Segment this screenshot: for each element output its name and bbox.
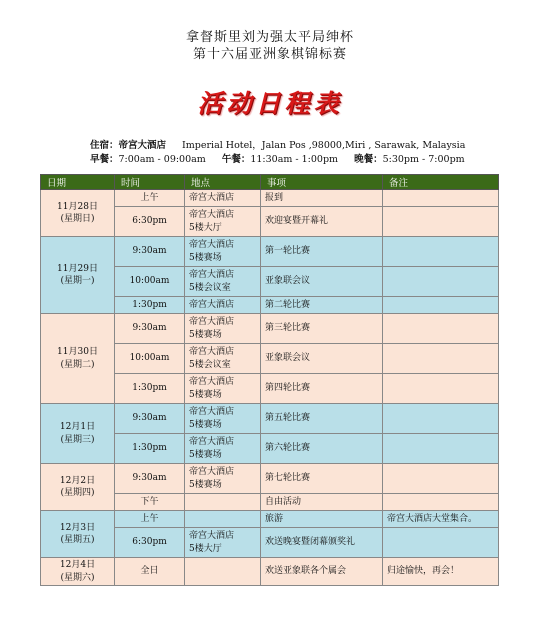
weekday-text: (星期五) bbox=[60, 535, 95, 545]
time-cell: 9:30am bbox=[115, 237, 185, 267]
breakfast-time: 7:00am - 09:00am bbox=[118, 154, 206, 165]
note-cell bbox=[383, 434, 499, 464]
note-cell bbox=[383, 237, 499, 267]
location-cell bbox=[185, 297, 261, 314]
note-cell bbox=[383, 528, 499, 558]
schedule-body bbox=[41, 190, 499, 586]
lunch-label: 午餐： bbox=[221, 154, 251, 165]
time-cell: 下午 bbox=[115, 494, 185, 511]
date-cell bbox=[41, 511, 115, 558]
note-cell bbox=[383, 267, 499, 297]
schedule-banner: 活动日程表 bbox=[197, 89, 343, 118]
date-text: 11月28日 bbox=[57, 201, 98, 212]
location-cell bbox=[185, 207, 261, 237]
date-text: 11月30日 bbox=[57, 347, 98, 357]
location-line-2: 5楼赛场 bbox=[189, 449, 222, 460]
header-date: 日期 bbox=[41, 175, 115, 190]
time-cell: 6:30pm bbox=[115, 528, 185, 558]
location-cell bbox=[185, 464, 261, 494]
header-time: 时间 bbox=[115, 175, 185, 190]
time-cell: 9:30am bbox=[115, 404, 185, 434]
location-line-1: 帝宫大酒店 bbox=[189, 347, 235, 357]
breakfast-label: 早餐： bbox=[90, 154, 119, 165]
event-cell: 自由活动 bbox=[261, 494, 383, 511]
header-location: 地点 bbox=[185, 175, 261, 190]
time-cell: 全日 bbox=[115, 558, 185, 586]
lunch-time: 11:30am - 1:00pm bbox=[250, 154, 339, 165]
date-cell bbox=[41, 404, 115, 464]
date-cell bbox=[41, 237, 115, 314]
meals-line bbox=[90, 151, 465, 165]
location-cell bbox=[185, 267, 261, 297]
table-header-row bbox=[41, 175, 499, 190]
date-text: 12月3日 bbox=[59, 522, 96, 533]
location-line-2: 5楼会议室 bbox=[189, 359, 231, 370]
location-cell bbox=[185, 314, 261, 344]
date-text: 11月29日 bbox=[57, 263, 98, 274]
date-text: 12月4日 bbox=[59, 560, 96, 570]
time-cell: 上午 bbox=[115, 190, 185, 207]
time-cell: 10:00am bbox=[115, 267, 185, 297]
event-cell: 第四轮比赛 bbox=[261, 374, 383, 404]
time-cell: 上午 bbox=[115, 511, 185, 528]
header-event: 事项 bbox=[261, 175, 383, 190]
time-cell: 1:30pm bbox=[115, 297, 185, 314]
note-cell bbox=[383, 494, 499, 511]
location-line-1: 帝宫大酒店 bbox=[189, 210, 235, 220]
location-cell bbox=[185, 190, 261, 207]
location-line-2: 5楼会议室 bbox=[189, 282, 231, 293]
location-line-1: 帝宫大酒店 bbox=[189, 317, 235, 327]
note-cell bbox=[383, 404, 499, 434]
header-note: 备注 bbox=[383, 175, 499, 190]
lodging-label: 住宿： bbox=[90, 140, 119, 151]
location-cell bbox=[185, 434, 261, 464]
weekday-text: (星期四) bbox=[60, 488, 95, 498]
date-text: 12月2日 bbox=[59, 475, 96, 486]
location-cell bbox=[185, 404, 261, 434]
location-line-1: 帝宫大酒店 bbox=[189, 377, 235, 387]
date-cell bbox=[41, 464, 115, 511]
event-cell: 欢迎宴暨开幕礼 bbox=[261, 207, 383, 237]
dinner-time: 5:30pm - 7:00pm bbox=[382, 154, 465, 165]
event-cell: 欢送晚宴暨闭幕颁奖礼 bbox=[261, 528, 383, 558]
table-row bbox=[41, 558, 499, 586]
event-cell: 旅游 bbox=[261, 511, 383, 528]
table-row bbox=[41, 237, 499, 267]
lodging-cn: 帝宫大酒店 bbox=[118, 140, 167, 151]
table-row bbox=[41, 314, 499, 344]
location-line-2: 5楼赛场 bbox=[189, 479, 222, 490]
title-line-2: 第十六届亚洲象棋锦标赛 bbox=[192, 47, 347, 62]
event-cell: 亚象联会议 bbox=[261, 344, 383, 374]
event-cell: 第七轮比赛 bbox=[261, 464, 383, 494]
weekday-text: (星期一) bbox=[60, 276, 95, 286]
dinner-label: 晚餐： bbox=[354, 154, 383, 165]
title-line-1: 拿督斯里刘为强太平局绅杯 bbox=[185, 30, 354, 45]
time-cell: 1:30pm bbox=[115, 434, 185, 464]
note-cell bbox=[383, 374, 499, 404]
location-line-1: 帝宫大酒店 bbox=[189, 192, 235, 203]
location-line-2: 5楼赛场 bbox=[189, 419, 222, 430]
time-cell: 10:00am bbox=[115, 344, 185, 374]
location-line-1: 帝宫大酒店 bbox=[189, 270, 235, 280]
location-cell bbox=[185, 374, 261, 404]
location-cell bbox=[185, 237, 261, 267]
event-cell: 第一轮比赛 bbox=[261, 237, 383, 267]
time-cell: 1:30pm bbox=[115, 374, 185, 404]
note-cell bbox=[383, 344, 499, 374]
weekday-text: (星期三) bbox=[60, 434, 95, 445]
table-row bbox=[41, 404, 499, 434]
event-cell: 第三轮比赛 bbox=[261, 314, 383, 344]
location-line-1: 帝宫大酒店 bbox=[189, 531, 235, 541]
event-cell: 欢送亚象联各个属会 bbox=[261, 558, 383, 586]
weekday-text: (星期二) bbox=[60, 359, 95, 370]
location-cell bbox=[185, 528, 261, 558]
location-line-1: 帝宫大酒店 bbox=[189, 299, 235, 310]
weekday-text: (星期六) bbox=[60, 572, 95, 583]
location-cell bbox=[185, 494, 261, 511]
note-cell: 归途愉快，再会！ bbox=[383, 558, 499, 586]
note-cell bbox=[383, 314, 499, 344]
event-cell: 第五轮比赛 bbox=[261, 404, 383, 434]
event-cell: 第二轮比赛 bbox=[261, 297, 383, 314]
location-line-1: 帝宫大酒店 bbox=[189, 437, 235, 447]
schedule-table bbox=[40, 174, 499, 586]
date-text: 12月1日 bbox=[59, 422, 96, 432]
table-row bbox=[41, 190, 499, 207]
weekday-text: (星期日) bbox=[60, 214, 95, 224]
lodging-en: Imperial Hotel，Jalan Pos ,98000,Miri , Sarawak, Malaysia bbox=[182, 140, 466, 151]
lodging-line bbox=[90, 137, 465, 151]
table-row bbox=[41, 464, 499, 494]
table-row bbox=[41, 511, 499, 528]
location-line-1: 帝宫大酒店 bbox=[189, 407, 235, 417]
event-cell: 亚象联会议 bbox=[261, 267, 383, 297]
time-cell: 9:30am bbox=[115, 464, 185, 494]
location-line-2: 5楼赛场 bbox=[189, 329, 222, 340]
note-cell bbox=[383, 190, 499, 207]
date-cell bbox=[41, 314, 115, 404]
location-line-2: 5楼赛场 bbox=[189, 389, 222, 400]
note-cell bbox=[383, 297, 499, 314]
note-cell: 帝宫大酒店大堂集合。 bbox=[383, 511, 499, 528]
note-cell bbox=[383, 207, 499, 237]
date-cell bbox=[41, 190, 115, 237]
location-line-1: 帝宫大酒店 bbox=[189, 467, 235, 477]
location-line-2: 5楼赛场 bbox=[189, 252, 222, 263]
location-line-1: 帝宫大酒店 bbox=[189, 240, 235, 250]
time-cell: 9:30am bbox=[115, 314, 185, 344]
note-cell bbox=[383, 464, 499, 494]
location-cell bbox=[185, 511, 261, 528]
date-cell bbox=[41, 558, 115, 586]
event-cell: 第六轮比赛 bbox=[261, 434, 383, 464]
event-cell: 报到 bbox=[261, 190, 383, 207]
location-line-2: 5楼大厅 bbox=[189, 543, 222, 554]
location-cell bbox=[185, 558, 261, 586]
location-cell bbox=[185, 344, 261, 374]
location-line-2: 5楼大厅 bbox=[189, 222, 222, 233]
time-cell: 6:30pm bbox=[115, 207, 185, 237]
